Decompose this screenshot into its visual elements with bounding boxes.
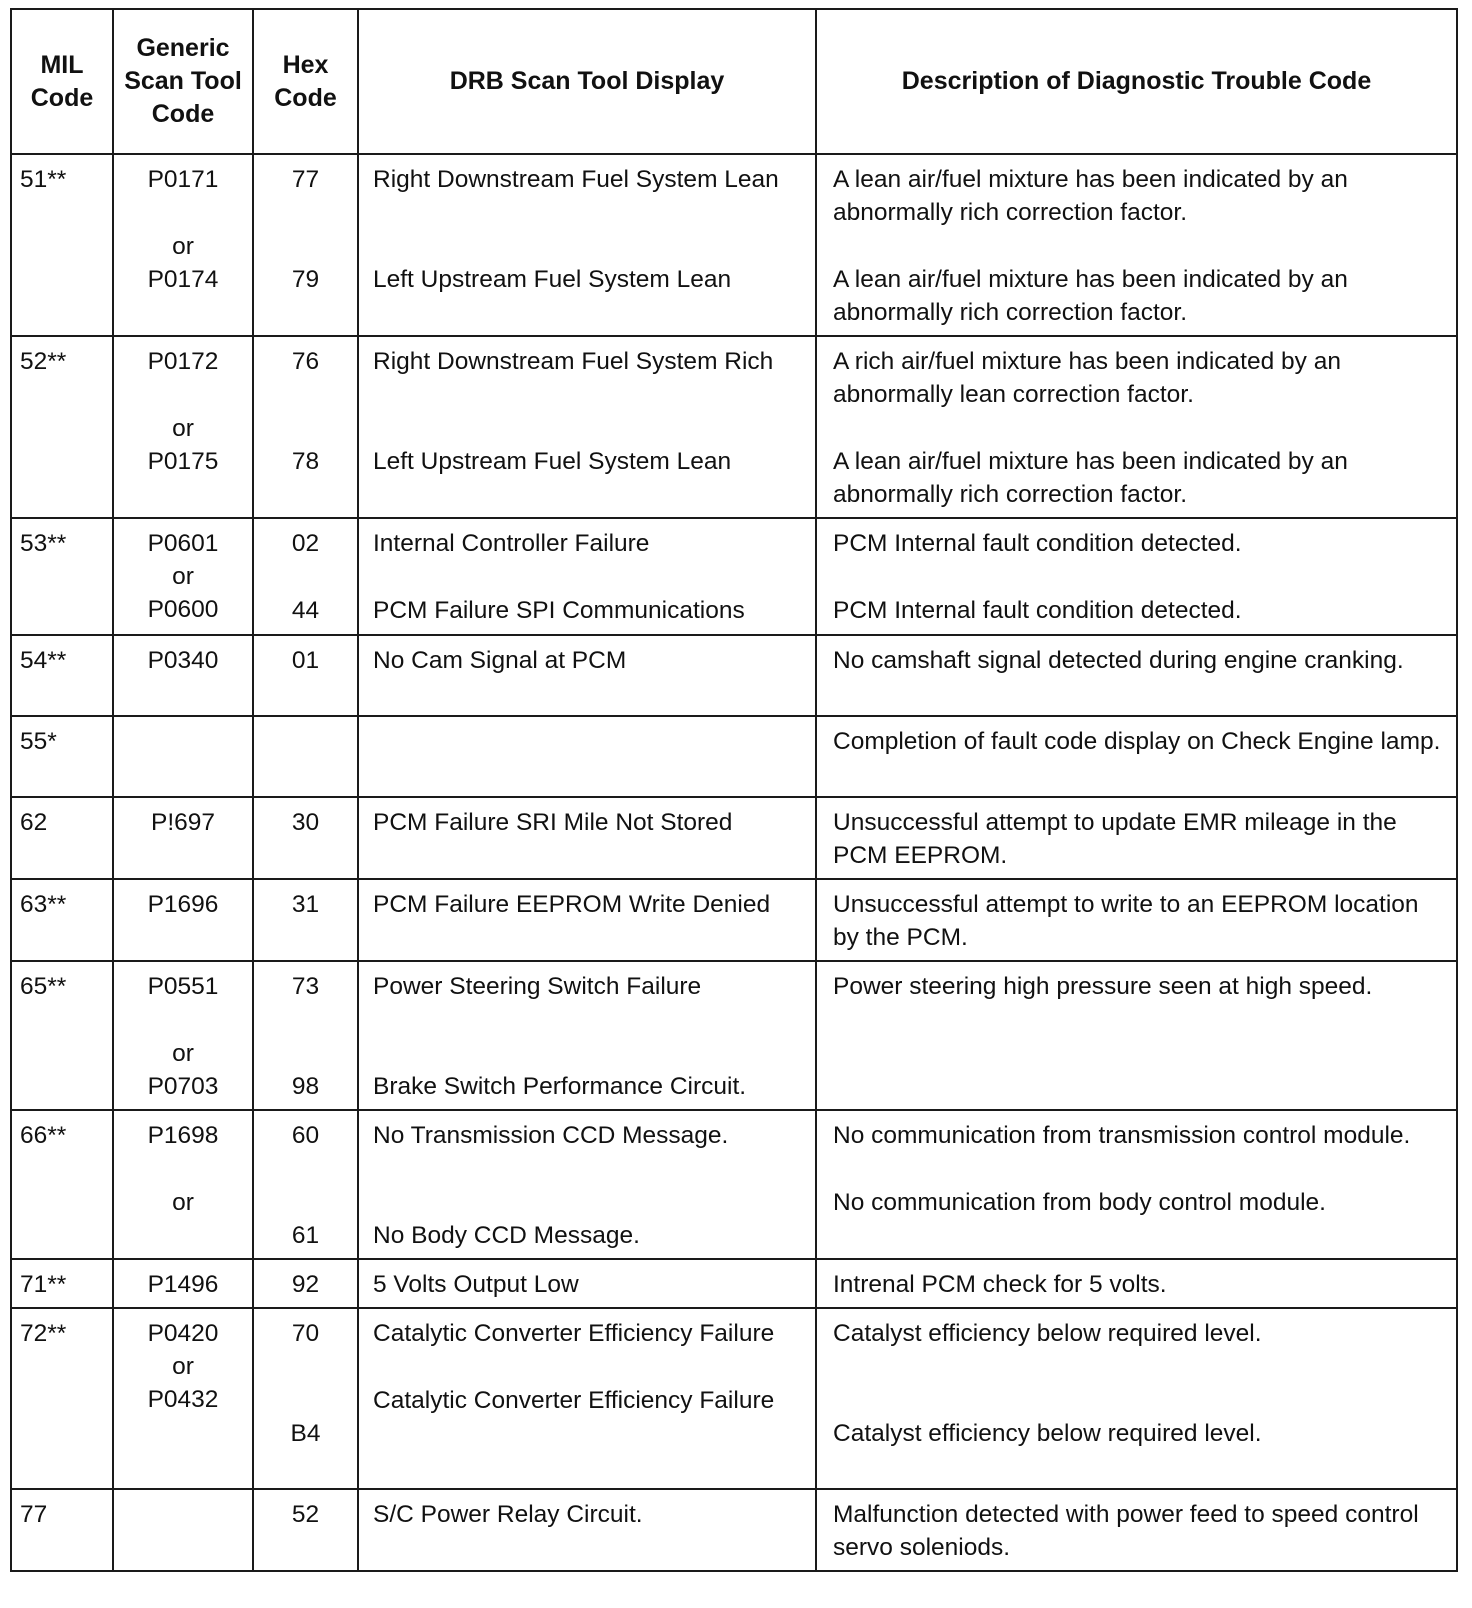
- spacer: [373, 196, 811, 263]
- desc-value: No communication from body control module.: [833, 1189, 1326, 1216]
- spacer: [833, 560, 1450, 594]
- drb-value: Right Downstream Fuel System Rich: [373, 348, 774, 375]
- generic-code-cell: [113, 1489, 253, 1571]
- desc-value: No camshaft signal detected during engine cranking.: [833, 647, 1404, 674]
- desc-value: Completion of fault code display on Check Engine lamp.: [833, 728, 1441, 755]
- table-row: [11, 518, 1457, 635]
- drb-display-cell: [358, 1308, 816, 1489]
- drb-value: Left Upstream Fuel System Lean: [373, 448, 732, 475]
- hex-value: 70: [291, 1320, 320, 1347]
- hex-code-cell: [253, 154, 358, 336]
- generic-value: P0175: [147, 448, 219, 475]
- mil-code-cell: 77: [11, 1489, 113, 1571]
- drb-value: S/C Power Relay Circuit.: [373, 1501, 643, 1528]
- table-row: [11, 961, 1457, 1110]
- mil-code-cell: 63**: [11, 879, 113, 961]
- generic-value: P0551: [147, 973, 219, 1000]
- hex-value: 30: [291, 809, 320, 836]
- generic-code-cell: [113, 1308, 253, 1489]
- generic-value: or: [172, 563, 194, 590]
- generic-code-cell: [113, 797, 253, 879]
- drb-value: Power Steering Switch Failure: [373, 973, 702, 1000]
- description-cell: [816, 154, 1457, 336]
- hex-value: B4: [290, 1420, 321, 1447]
- spacer: [258, 1152, 353, 1219]
- drb-value: No Transmission CCD Message.: [373, 1122, 729, 1149]
- spacer: [373, 1350, 811, 1384]
- spacer: [833, 229, 1450, 263]
- description-cell: [816, 635, 1457, 716]
- dtc-table-sheet: [10, 8, 1456, 1602]
- generic-value: P0340: [147, 647, 219, 674]
- desc-value: Catalyst efficiency below required level.: [833, 1420, 1262, 1447]
- generic-code-cell: [113, 961, 253, 1110]
- spacer: [118, 196, 248, 230]
- spacer: [373, 378, 811, 445]
- generic-code-cell: [113, 1259, 253, 1308]
- drb-display-cell: [358, 154, 816, 336]
- drb-display-cell: [358, 879, 816, 961]
- drb-value: No Cam Signal at PCM: [373, 647, 627, 674]
- drb-display-cell: [358, 961, 816, 1110]
- drb-value: No Body CCD Message.: [373, 1222, 640, 1249]
- desc-value: PCM Internal fault condition detected.: [833, 597, 1242, 624]
- description-cell: [816, 879, 1457, 961]
- generic-value: or: [172, 233, 194, 260]
- drb-display-cell: [358, 1489, 816, 1571]
- table-row: [11, 1259, 1457, 1308]
- hex-value: 78: [291, 448, 320, 475]
- hex-code-cell: [253, 1259, 358, 1308]
- mil-code-cell: 54**: [11, 635, 113, 716]
- spacer: [373, 560, 811, 594]
- spacer: [118, 378, 248, 412]
- generic-code-cell: [113, 154, 253, 336]
- hex-code-cell: [253, 336, 358, 518]
- dtc-table: [10, 8, 1458, 1572]
- spacer: [373, 1003, 811, 1070]
- desc-value: A rich air/fuel mixture has been indicated by an abnormally lean correction factor.: [833, 348, 1348, 408]
- generic-value: P0703: [147, 1073, 219, 1100]
- spacer: [833, 1350, 1450, 1417]
- desc-value: Malfunction detected with power feed to speed control servo soleniods.: [833, 1501, 1426, 1561]
- header-mil-code: MIL Code: [11, 9, 113, 154]
- generic-value: P!697: [150, 809, 216, 836]
- drb-value: PCM Failure EEPROM Write Denied: [373, 891, 771, 918]
- generic-value: P1698: [147, 1122, 219, 1149]
- spacer: [258, 1350, 353, 1417]
- drb-value: Internal Controller Failure: [373, 530, 650, 557]
- generic-value: P0174: [147, 266, 219, 293]
- hex-value: 02: [291, 530, 320, 557]
- drb-display-cell: [358, 797, 816, 879]
- generic-value: or: [172, 1189, 194, 1216]
- drb-display-cell: [358, 716, 816, 797]
- table-row: [11, 1308, 1457, 1489]
- generic-value: P0171: [147, 166, 219, 193]
- hex-value: 77: [291, 166, 320, 193]
- desc-value: A lean air/fuel mixture has been indicated by an abnormally rich correction factor.: [833, 266, 1355, 326]
- desc-value: A lean air/fuel mixture has been indicated by an abnormally rich correction factor.: [833, 166, 1355, 226]
- drb-value: Catalytic Converter Efficiency Failure: [373, 1387, 775, 1414]
- desc-value: Unsuccessful attempt to update EMR mileage in the PCM EEPROM.: [833, 809, 1404, 869]
- header-hex-code: Hex Code: [253, 9, 358, 154]
- desc-value: Catalyst efficiency below required level.: [833, 1320, 1262, 1347]
- description-cell: [816, 961, 1457, 1110]
- hex-code-cell: [253, 1308, 358, 1489]
- spacer: [118, 1152, 248, 1186]
- drb-value: Catalytic Converter Efficiency Failure: [373, 1320, 775, 1347]
- spacer: [833, 1152, 1450, 1186]
- hex-code-cell: [253, 961, 358, 1110]
- table-row: [11, 879, 1457, 961]
- mil-code-cell: 72**: [11, 1308, 113, 1489]
- desc-value: Intrenal PCM check for 5 volts.: [833, 1271, 1167, 1298]
- mil-code-cell: 53**: [11, 518, 113, 635]
- table-row: [11, 716, 1457, 797]
- hex-code-cell: [253, 1110, 358, 1259]
- header-description: Description of Diagnostic Trouble Code: [816, 9, 1457, 154]
- hex-code-cell: [253, 635, 358, 716]
- spacer: [373, 1152, 811, 1219]
- hex-code-cell: [253, 1489, 358, 1571]
- drb-value: PCM Failure SRI Mile Not Stored: [373, 809, 733, 836]
- desc-value: No communication from transmission control module.: [833, 1122, 1411, 1149]
- header-drb-scan-tool-display: DRB Scan Tool Display: [358, 9, 816, 154]
- description-cell: [816, 1308, 1457, 1489]
- mil-code-cell: 65**: [11, 961, 113, 1110]
- desc-value: PCM Internal fault condition detected.: [833, 530, 1242, 557]
- spacer: [258, 1003, 353, 1070]
- hex-value: 52: [291, 1501, 320, 1528]
- header-generic-scan-tool-code: Generic Scan Tool Code: [113, 9, 253, 154]
- hex-code-cell: [253, 879, 358, 961]
- description-cell: [816, 518, 1457, 635]
- drb-value: PCM Failure SPI Communications: [373, 597, 745, 624]
- spacer: [258, 378, 353, 445]
- drb-display-cell: [358, 336, 816, 518]
- hex-code-cell: [253, 797, 358, 879]
- generic-value: P1496: [147, 1271, 219, 1298]
- spacer: [833, 411, 1450, 445]
- hex-value: 61: [291, 1222, 320, 1249]
- drb-value: Brake Switch Performance Circuit.: [373, 1073, 747, 1100]
- drb-value: Right Downstream Fuel System Lean: [373, 166, 779, 193]
- mil-code-cell: 51**: [11, 154, 113, 336]
- mil-code-cell: 52**: [11, 336, 113, 518]
- table-row: [11, 154, 1457, 336]
- table-row: [11, 635, 1457, 716]
- hex-value: 31: [291, 891, 320, 918]
- generic-value: or: [172, 415, 194, 442]
- hex-value: 73: [291, 973, 320, 1000]
- hex-code-cell: [253, 518, 358, 635]
- generic-code-cell: [113, 879, 253, 961]
- generic-value: P0172: [147, 348, 219, 375]
- description-cell: [816, 797, 1457, 879]
- spacer: [118, 1003, 248, 1037]
- generic-value: P0600: [147, 596, 219, 623]
- generic-value: or: [172, 1040, 194, 1067]
- mil-code-cell: 71**: [11, 1259, 113, 1308]
- table-row: [11, 797, 1457, 879]
- table-row: [11, 336, 1457, 518]
- generic-code-cell: [113, 1110, 253, 1259]
- generic-value: or: [172, 1353, 194, 1380]
- table-row: [11, 1110, 1457, 1259]
- generic-code-cell: [113, 635, 253, 716]
- hex-value: 44: [291, 597, 320, 624]
- hex-value: 60: [291, 1122, 320, 1149]
- mil-code-cell: 55*: [11, 716, 113, 797]
- drb-display-cell: [358, 1110, 816, 1259]
- drb-value: 5 Volts Output Low: [373, 1271, 579, 1298]
- hex-value: 79: [291, 266, 320, 293]
- header-row: [11, 9, 1457, 154]
- drb-value: Left Upstream Fuel System Lean: [373, 266, 732, 293]
- generic-value: P0420: [147, 1320, 219, 1347]
- hex-code-cell: [253, 716, 358, 797]
- description-cell: [816, 1259, 1457, 1308]
- drb-display-cell: [358, 518, 816, 635]
- mil-code-cell: 62: [11, 797, 113, 879]
- spacer: [258, 196, 353, 263]
- hex-value: 76: [291, 348, 320, 375]
- desc-value: A lean air/fuel mixture has been indicated by an abnormally rich correction factor.: [833, 448, 1355, 508]
- table-row: [11, 1489, 1457, 1571]
- generic-value: P0601: [147, 530, 219, 557]
- desc-value: Unsuccessful attempt to write to an EEPROM location by the PCM.: [833, 891, 1426, 951]
- mil-code-cell: 66**: [11, 1110, 113, 1259]
- spacer: [258, 560, 353, 594]
- description-cell: [816, 1110, 1457, 1259]
- generic-code-cell: [113, 716, 253, 797]
- generic-value: P0432: [147, 1386, 219, 1413]
- hex-value: 92: [291, 1271, 320, 1298]
- description-cell: [816, 716, 1457, 797]
- desc-value: Power steering high pressure seen at high speed.: [833, 973, 1373, 1000]
- generic-code-cell: [113, 336, 253, 518]
- generic-code-cell: [113, 518, 253, 635]
- drb-display-cell: [358, 1259, 816, 1308]
- drb-display-cell: [358, 635, 816, 716]
- hex-value: 98: [291, 1073, 320, 1100]
- description-cell: [816, 336, 1457, 518]
- hex-value: 01: [291, 647, 320, 674]
- generic-value: P1696: [147, 891, 219, 918]
- description-cell: [816, 1489, 1457, 1571]
